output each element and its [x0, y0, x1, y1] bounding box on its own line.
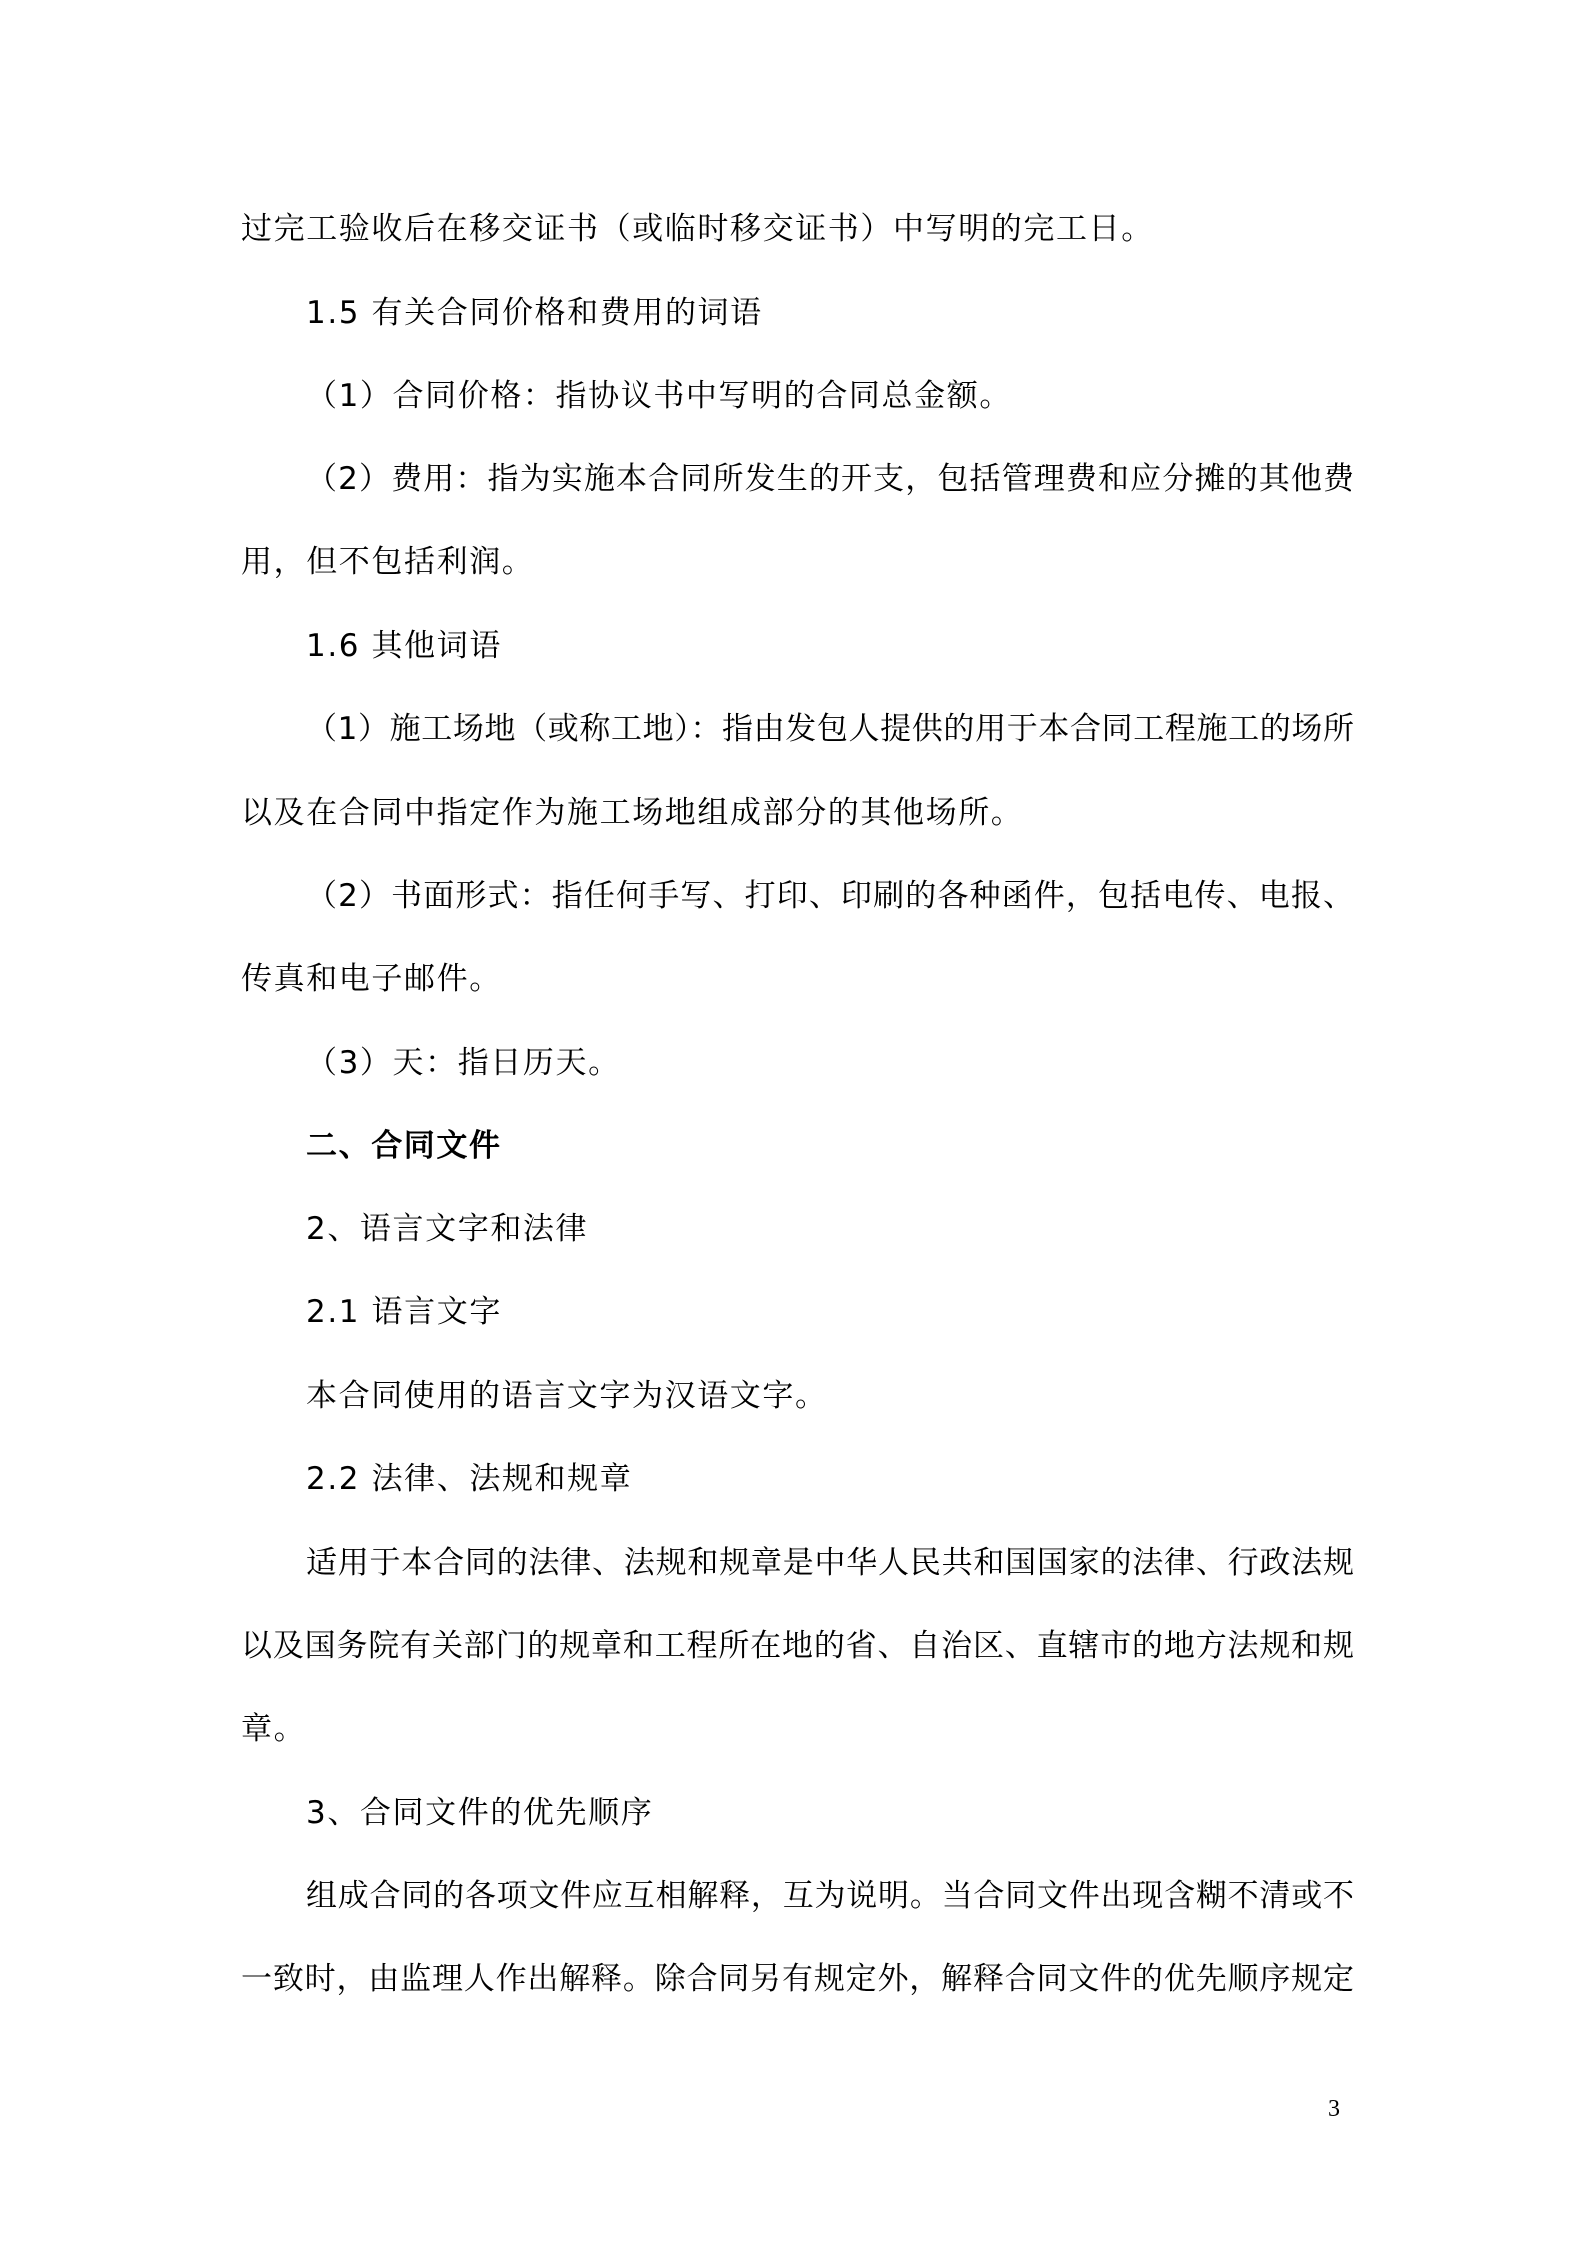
section-heading: 2.2 法律、法规和规章: [306, 1461, 633, 1497]
section-heading: 2.1 语言文字: [306, 1294, 502, 1330]
text-line: 传真和电子邮件。: [241, 961, 502, 997]
text-line: （3）天：指日历天。: [306, 1045, 621, 1081]
section-heading: 2、语言文字和法律: [306, 1211, 589, 1247]
text-line: 本合同使用的语言文字为汉语文字。: [306, 1378, 828, 1414]
page-number: 3: [1328, 2096, 1340, 2122]
chapter-heading: 二、合同文件: [306, 1128, 502, 1164]
text-line: 一致时，由监理人作出解释。除合同另有规定外，解释合同文件的优先顺序规定: [241, 1961, 1354, 1997]
text-line: （2）书面形式：指任何手写、打印、印刷的各种函件，包括电传、电报、: [306, 878, 1354, 914]
text-line: 章。: [241, 1711, 307, 1747]
section-heading: 3、合同文件的优先顺序: [306, 1795, 654, 1831]
text-line: （1）施工场地（或称工地）：指由发包人提供的用于本合同工程施工的场所: [306, 711, 1354, 747]
text-line: 以及在合同中指定作为施工场地组成部分的其他场所。: [241, 795, 1024, 831]
text-line: 组成合同的各项文件应互相解释，互为说明。当合同文件出现含糊不清或不: [306, 1878, 1354, 1914]
section-heading: 1.5 有关合同价格和费用的词语: [306, 295, 763, 331]
text-line: 过完工验收后在移交证书（或临时移交证书）中写明的完工日。: [241, 211, 1154, 247]
text-line: （2）费用：指为实施本合同所发生的开支，包括管理费和应分摊的其他费: [306, 461, 1354, 497]
text-line: （1）合同价格：指协议书中写明的合同总金额。: [306, 378, 1012, 414]
text-line: 以及国务院有关部门的规章和工程所在地的省、自治区、直辖市的地方法规和规: [241, 1628, 1354, 1664]
text-line: 适用于本合同的法律、法规和规章是中华人民共和国国家的法律、行政法规: [306, 1545, 1354, 1581]
text-line: 用，但不包括利润。: [241, 544, 535, 580]
section-heading: 1.6 其他词语: [306, 628, 502, 664]
